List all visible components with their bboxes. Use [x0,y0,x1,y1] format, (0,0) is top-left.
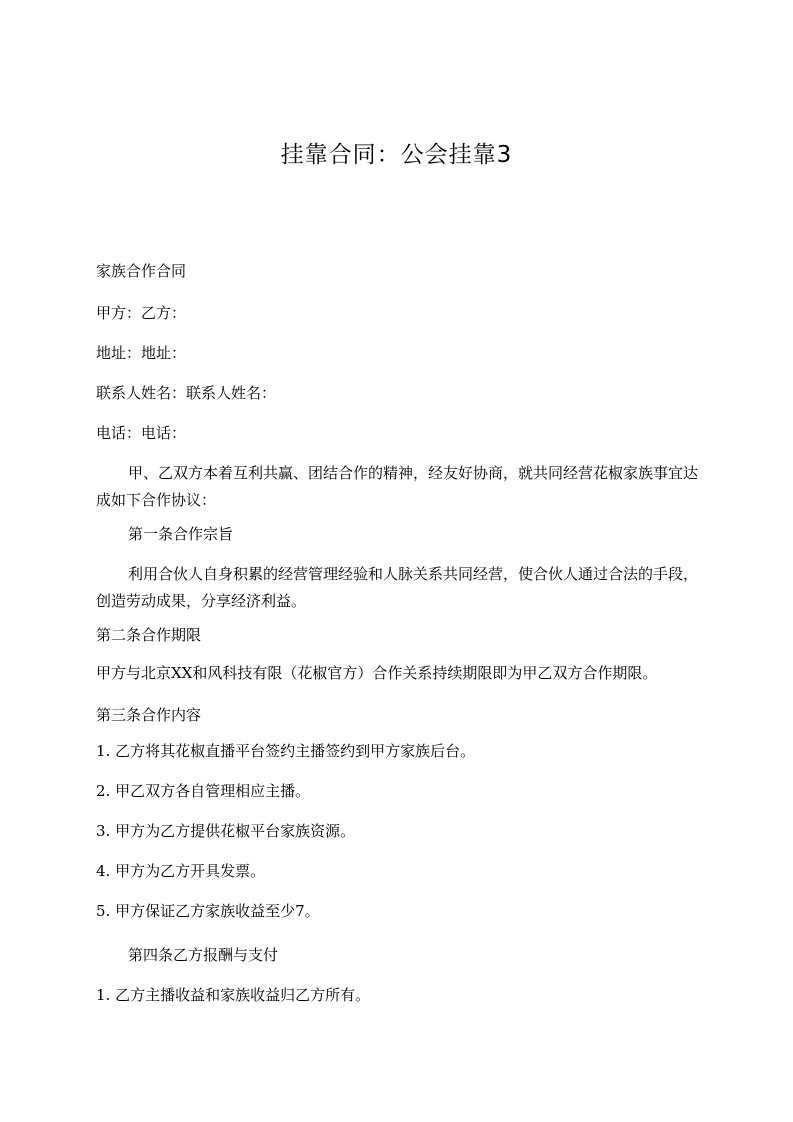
document-title: 挂靠合同：公会挂靠3 [280,142,513,168]
article1-title: 第一条合作宗旨 [128,525,234,543]
article3-item: 3. 甲方为乙方提供花椒平台家族资源。 [96,822,356,840]
phone-line: 电话：电话： [96,424,187,442]
article4-item: 1. 乙方主播收益和家族收益归乙方所有。 [96,986,371,1004]
article2-text: 甲方与北京XX和风科技有限（花椒官方）合作关系持续期限即为甲乙双方合作期限。 [96,664,658,682]
article3-item: 4. 甲方为乙方开具发票。 [96,862,266,880]
contract-heading: 家族合作合同 [96,262,187,280]
article1-text: 利用合伙人自身积累的经营管理经验和人脉关系共同经营，使合伙人通过合法的手段，创造劳动成果，分享经济利益。 [96,565,699,610]
contact-line: 联系人姓名：联系人姓名： [96,384,277,402]
address-line: 地址：地址： [96,344,187,362]
party-line: 甲方：乙方： [96,304,187,322]
article3-item: 1. 乙方将其花椒直播平台签约主播签约到甲方家族后台。 [96,742,476,760]
preamble-paragraph: 甲、乙双方本着互利共赢、团结合作的精神，经友好协商，就共同经营花椒家族事宜达成如下合作协议： [96,464,699,509]
article3-title: 第三条合作内容 [96,706,202,724]
article3-item: 2. 甲乙双方各自管理相应主播。 [96,782,311,800]
article3-item: 5. 甲方保证乙方家族收益至少7。 [96,902,320,920]
article4-title: 第四条乙方报酬与支付 [128,946,279,964]
article2-title: 第二条合作期限 [96,626,202,644]
